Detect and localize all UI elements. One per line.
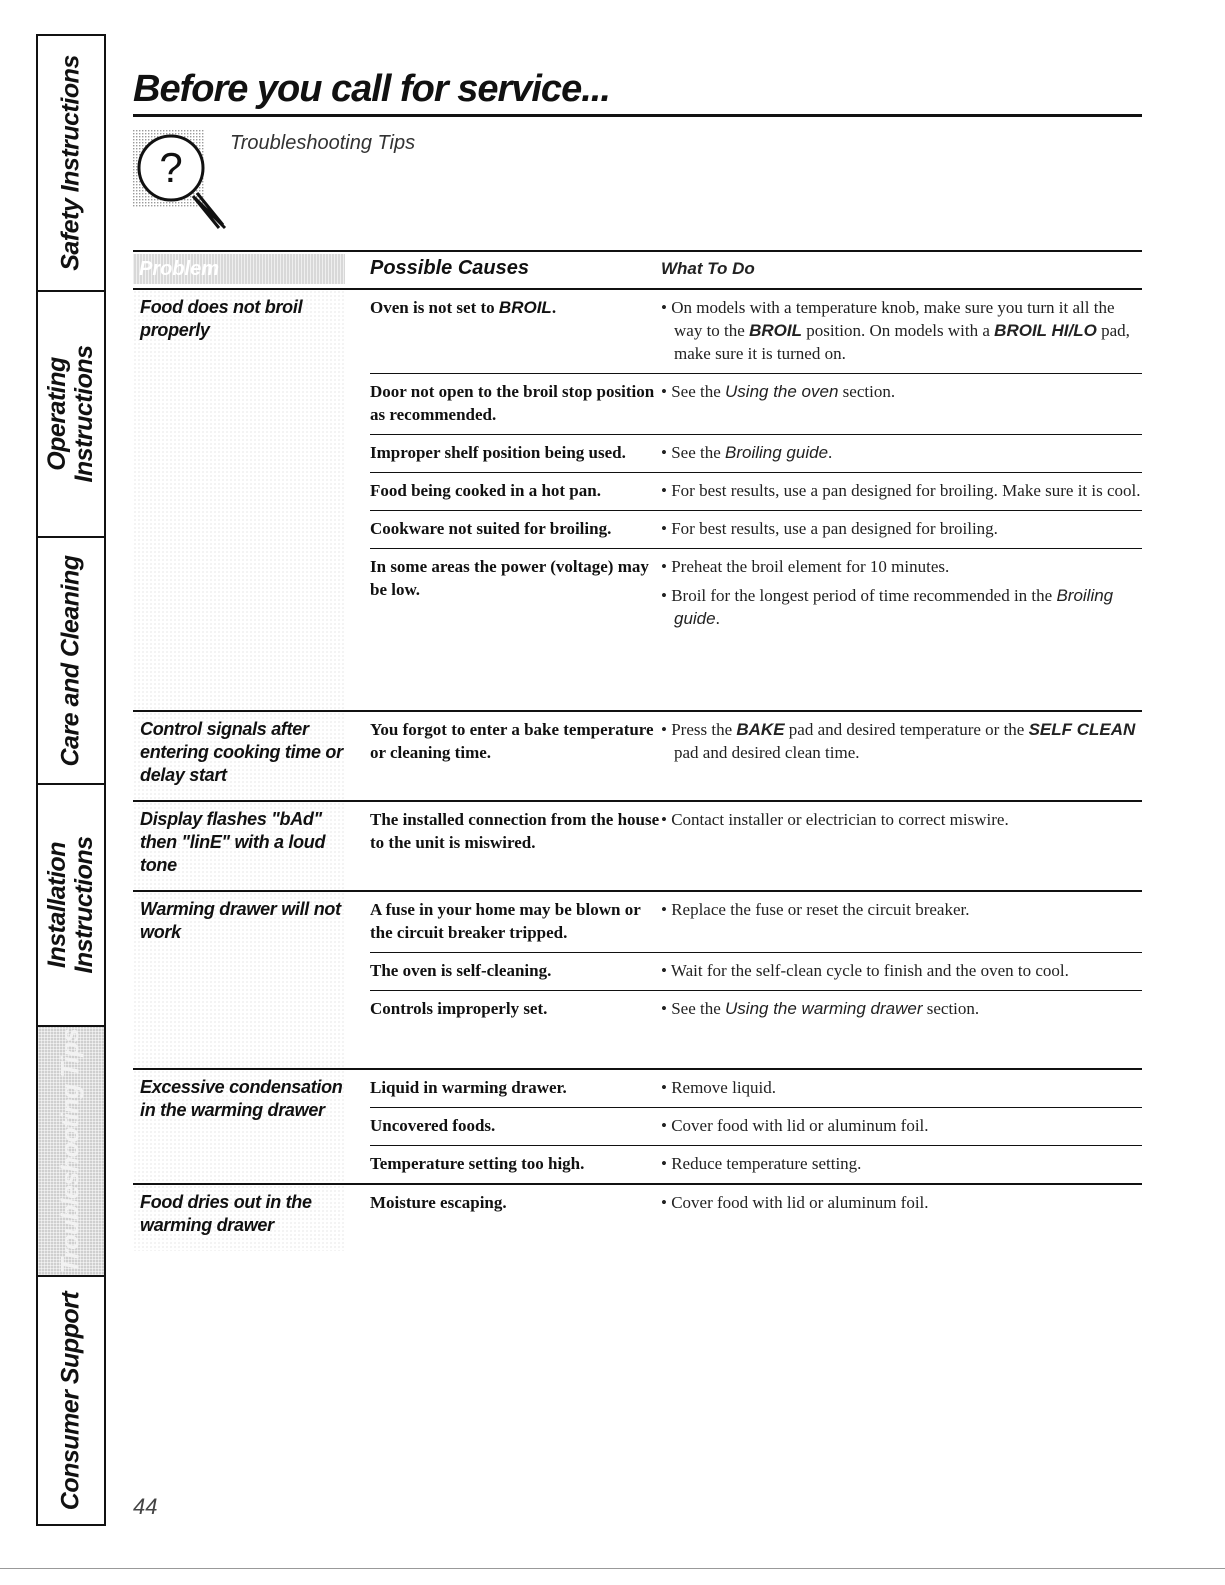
todo-text: • Cover food with lid or aluminum foil. xyxy=(661,1193,929,1212)
tab-label: Care and Cleaning xyxy=(56,555,85,766)
problem-text: Food does not broil properly xyxy=(133,290,345,710)
problem-group xyxy=(133,288,1142,710)
tab-label: Installation Instructions xyxy=(43,836,98,974)
cause-text: The oven is self-cleaning. xyxy=(370,961,552,980)
cause-text: You forgot to enter a bake temperature or cleaning time. xyxy=(370,720,654,762)
cause-text: Cookware not suited for broiling. xyxy=(370,519,612,538)
page-edge-rule xyxy=(0,1568,1225,1569)
table-row xyxy=(370,1185,1142,1222)
tab-care-and-cleaning[interactable] xyxy=(38,538,104,785)
tab-label: Operating Instructions xyxy=(43,345,98,483)
table-row xyxy=(370,712,1142,772)
problem-group xyxy=(133,1068,1142,1183)
todo-text: • Contact installer or electrician to correct miswire. xyxy=(661,810,1009,829)
table-row xyxy=(370,290,1142,373)
problem-text: Excessive condensation in the warming drawer xyxy=(133,1070,345,1183)
magnifier-question-icon xyxy=(133,130,233,234)
todo-text: • See the Broiling guide. xyxy=(661,443,833,462)
cause-text: Oven is not set to BROIL. xyxy=(370,298,557,317)
table-row xyxy=(370,510,1142,548)
problem-group xyxy=(133,890,1142,1068)
todo-text: • Remove liquid. xyxy=(661,1078,777,1097)
todo-text: • Wait for the self-clean cycle to finish and the oven to cool. xyxy=(661,961,1069,980)
table-row xyxy=(370,892,1142,952)
problem-group xyxy=(133,1183,1142,1251)
tab-installation-instructions[interactable] xyxy=(38,785,104,1027)
cause-text: Liquid in warming drawer. xyxy=(370,1078,567,1097)
cause-text: Uncovered foods. xyxy=(370,1116,496,1135)
cause-text: The installed connection from the house to the unit is miswired. xyxy=(370,810,660,852)
cause-text: A fuse in your home may be blown or the circuit breaker tripped. xyxy=(370,900,641,942)
todo-text: • For best results, use a pan designed for broiling. Make sure it is cool. xyxy=(661,481,1141,500)
todo-text: • Preheat the broil element for 10 minutes. xyxy=(661,557,950,576)
cause-text: In some areas the power (voltage) may be low. xyxy=(370,557,649,599)
tab-safety-instructions[interactable] xyxy=(38,36,104,292)
cause-text: Moisture escaping. xyxy=(370,1193,507,1212)
problem-text: Warming drawer will not work xyxy=(133,892,345,1068)
table-row xyxy=(370,1107,1142,1145)
page-number: 44 xyxy=(133,1494,158,1519)
column-header-what-to-do: What To Do xyxy=(661,259,755,278)
cause-text: Controls improperly set. xyxy=(370,999,548,1018)
todo-text: • For best results, use a pan designed for broiling. xyxy=(661,519,998,538)
cause-text: Improper shelf position being used. xyxy=(370,443,626,462)
tab-consumer-support[interactable] xyxy=(38,1277,104,1524)
tab-label: Troubleshooting Tips xyxy=(56,1028,85,1274)
column-header-problem: Problem xyxy=(133,254,345,284)
table-row xyxy=(370,802,1142,862)
cause-text: Door not open to the broil stop position as recommended. xyxy=(370,382,655,424)
problem-text: Control signals after entering cooking time or delay start xyxy=(133,712,345,800)
table-header xyxy=(133,250,1142,288)
svg-text:?: ? xyxy=(159,144,183,191)
todo-text: • Broil for the longest period of time recommended in the Broiling guide. xyxy=(661,586,1114,628)
column-header-causes: Possible Causes xyxy=(370,257,529,279)
section-tabs xyxy=(36,34,106,1526)
todo-text: • See the Using the warming drawer section. xyxy=(661,999,980,1018)
page-title: Before you call for service... xyxy=(133,68,610,110)
cause-text: Food being cooked in a hot pan. xyxy=(370,481,601,500)
problem-text: Food dries out in the warming drawer xyxy=(133,1185,345,1251)
table-row xyxy=(370,1145,1142,1183)
todo-text: • Reduce temperature setting. xyxy=(661,1154,862,1173)
section-subtitle: Troubleshooting Tips xyxy=(230,132,416,154)
tab-operating-instructions[interactable] xyxy=(38,292,104,538)
tab-label: Safety Instructions xyxy=(56,55,85,271)
troubleshooting-table xyxy=(133,250,1142,1251)
problem-text: Display flashes "bAd" then "linE" with a loud tone xyxy=(133,802,345,890)
table-row xyxy=(370,472,1142,510)
todo-text: • Cover food with lid or aluminum foil. xyxy=(661,1116,929,1135)
cause-text: Temperature setting too high. xyxy=(370,1154,585,1173)
table-row xyxy=(370,1070,1142,1107)
problem-group xyxy=(133,710,1142,800)
title-rule xyxy=(133,114,1142,117)
todo-text: • Press the BAKE pad and desired temperature or the SELF CLEAN pad and desired clean time. xyxy=(661,720,1136,762)
problem-group xyxy=(133,800,1142,890)
todo-text: • Replace the fuse or reset the circuit breaker. xyxy=(661,900,970,919)
table-row xyxy=(370,373,1142,434)
table-row xyxy=(370,434,1142,472)
tab-label: Consumer Support xyxy=(56,1291,85,1510)
todo-text: • On models with a temperature knob, make sure you turn it all the way to the BROIL position. On models with a BROIL HI/LO pad, make sure it is turned on. xyxy=(661,298,1130,363)
tab-troubleshooting-tips[interactable] xyxy=(38,1027,104,1277)
table-row xyxy=(370,548,1142,638)
table-row xyxy=(370,952,1142,990)
todo-text: • See the Using the oven section. xyxy=(661,382,896,401)
table-row xyxy=(370,990,1142,1028)
